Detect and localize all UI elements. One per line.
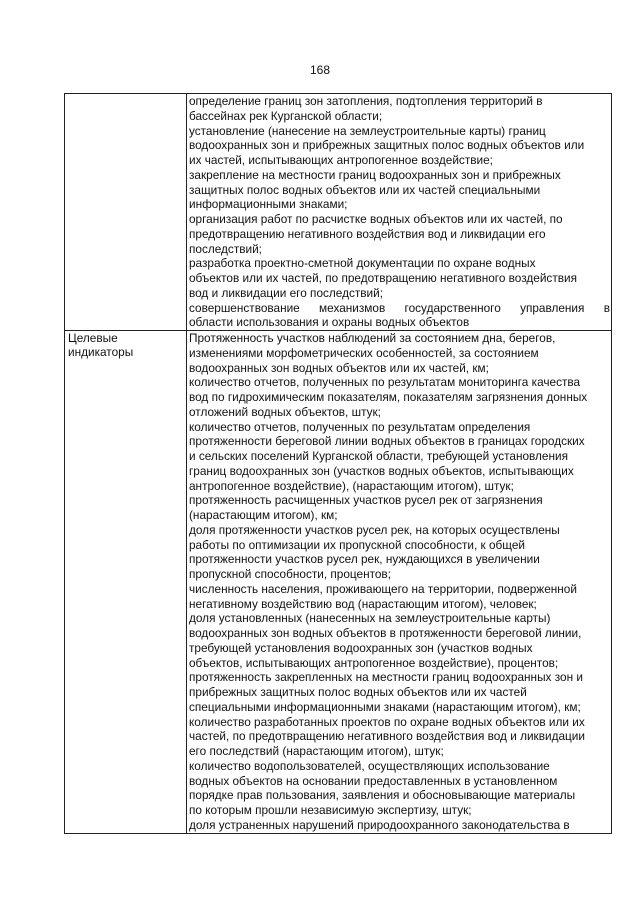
text-line: количество водопользователей, осуществляющих использование xyxy=(189,758,550,773)
text-line: водных объектов на основании предоставленных в установленном xyxy=(189,773,558,788)
text-line: (нарастающим итогом), км; xyxy=(189,508,338,522)
text-line: Протяженность участков наблюдений за состоянием дна, берегов, xyxy=(189,331,556,345)
text-line: протяженность закрепленных на местности границ водоохранных зон и xyxy=(189,670,583,685)
row-label-line: Целевые xyxy=(68,331,118,345)
text-line: доля протяженности участков русел рек, на которых осуществлены xyxy=(189,522,560,537)
text-line: протяженности участков русел рек, нуждающихся в увеличении xyxy=(189,552,540,567)
text-line: водоохранных зон водных объектов в протяженности береговой линии, xyxy=(189,626,582,640)
text-line: количество отчетов, полученных по результатам мониторинга качества xyxy=(189,375,581,390)
program-passport-table xyxy=(64,93,612,834)
row-label xyxy=(65,94,186,95)
label-cell xyxy=(65,94,187,331)
label-cell xyxy=(65,331,187,834)
text-line: прибрежных защитных полос водных объектов или их частей xyxy=(189,685,527,699)
text-line: по которым прошли независимую экспертизу, штук; xyxy=(189,803,472,817)
text-line: специальными информационными знаками (нарастающим итогом), км; xyxy=(189,699,581,714)
text-line: вод по гидрохимическим показателям, показателям загрязнения донных xyxy=(189,390,588,404)
text-line: установление (нанесение на землеустроительные карты) границ xyxy=(189,123,546,138)
text-line: количество отчетов, полученных по результатам определения xyxy=(189,419,531,434)
text-line: предотвращению негативного воздействия вод и ликвидации его xyxy=(189,226,546,241)
text-line: количество разработанных проектов по охране водных объектов или их xyxy=(189,714,585,729)
text-line: определение границ зон затопления, подтопления территорий в xyxy=(189,94,543,108)
text-line: организация работ по расчистке водных объектов или их частей, по xyxy=(189,212,563,226)
text-line: пропускной способности, процентов; xyxy=(189,567,391,581)
table-row xyxy=(65,94,612,331)
text-line: защитных полос водных объектов или их частей специальными xyxy=(189,182,541,197)
content-cell xyxy=(187,331,612,834)
page-number: 168 xyxy=(309,63,331,77)
text-line: изменениями морфометрических особенностей, за состоянием xyxy=(189,345,539,360)
text-line: разработка проектно-сметной документации по охране водных xyxy=(189,256,536,271)
text-line: совершенствование механизмов государственного управления в xyxy=(189,300,610,315)
text-line: объектов или их частей, по предотвращению негативного воздействия xyxy=(189,271,577,285)
text-line: бассейнах рек Курганской области; xyxy=(189,108,383,123)
text-line: протяженности береговой линии водных объектов в границах городских xyxy=(189,434,585,449)
text-line: и сельских поселений Курганской области, требующей установления xyxy=(189,449,568,463)
text-line: доля установленных (нанесенных на землеустроительные карты) xyxy=(189,611,551,626)
row-label xyxy=(65,331,186,360)
text-line: закрепление на местности границ водоохранных зон и прибрежных xyxy=(189,167,561,182)
text-line: объектов, испытывающих антропогенное воздействие), процентов; xyxy=(189,655,559,670)
text-line: информационными знаками; xyxy=(189,197,348,212)
text-line: частей, по предотвращению негативного воздействия вод и ликвидации xyxy=(189,729,585,744)
row-label-line: индикаторы xyxy=(68,344,134,359)
text-line: границ водоохранных зон (участков водных объектов, испытывающих xyxy=(189,463,574,478)
text-line: протяженность расчищенных участков русел рек от загрязнения xyxy=(189,493,543,508)
text-line: требующей установления водоохранных зон (участков водных xyxy=(189,640,533,655)
text-line: последствий; xyxy=(189,241,262,256)
text-line: его последствий (нарастающим итогом), штук; xyxy=(189,744,444,758)
text-line: порядке прав пользования, заявления и обосновывающие материалы xyxy=(189,788,576,803)
text-line: водоохранных зон и прибрежных защитных полос водных объектов или xyxy=(189,138,585,153)
text-line: их частей, испытывающих антропогенное воздействие; xyxy=(189,153,493,167)
text-line: вод и ликвидации его последствий; xyxy=(189,285,383,300)
text-line: водоохранных зон водных объектов или их частей, км; xyxy=(189,360,489,375)
text-line: численность населения, проживающего на территории, подверженной xyxy=(189,581,577,596)
text-line: отложений водных объектов, штук; xyxy=(189,404,381,419)
text-line: негативному воздействию вод (нарастающим итогом), человек; xyxy=(189,596,537,611)
text-line: области использования и охраны водных объектов xyxy=(189,315,470,330)
text-line: доля устраненных нарушений природоохранного законодательства в xyxy=(189,817,570,832)
table-row xyxy=(65,331,612,834)
content-cell xyxy=(187,94,612,331)
text-line: антропогенное воздействие), (нарастающим итогом), штук; xyxy=(189,478,514,493)
text-line: работы по оптимизации их пропускной способности, к общей xyxy=(189,537,526,552)
